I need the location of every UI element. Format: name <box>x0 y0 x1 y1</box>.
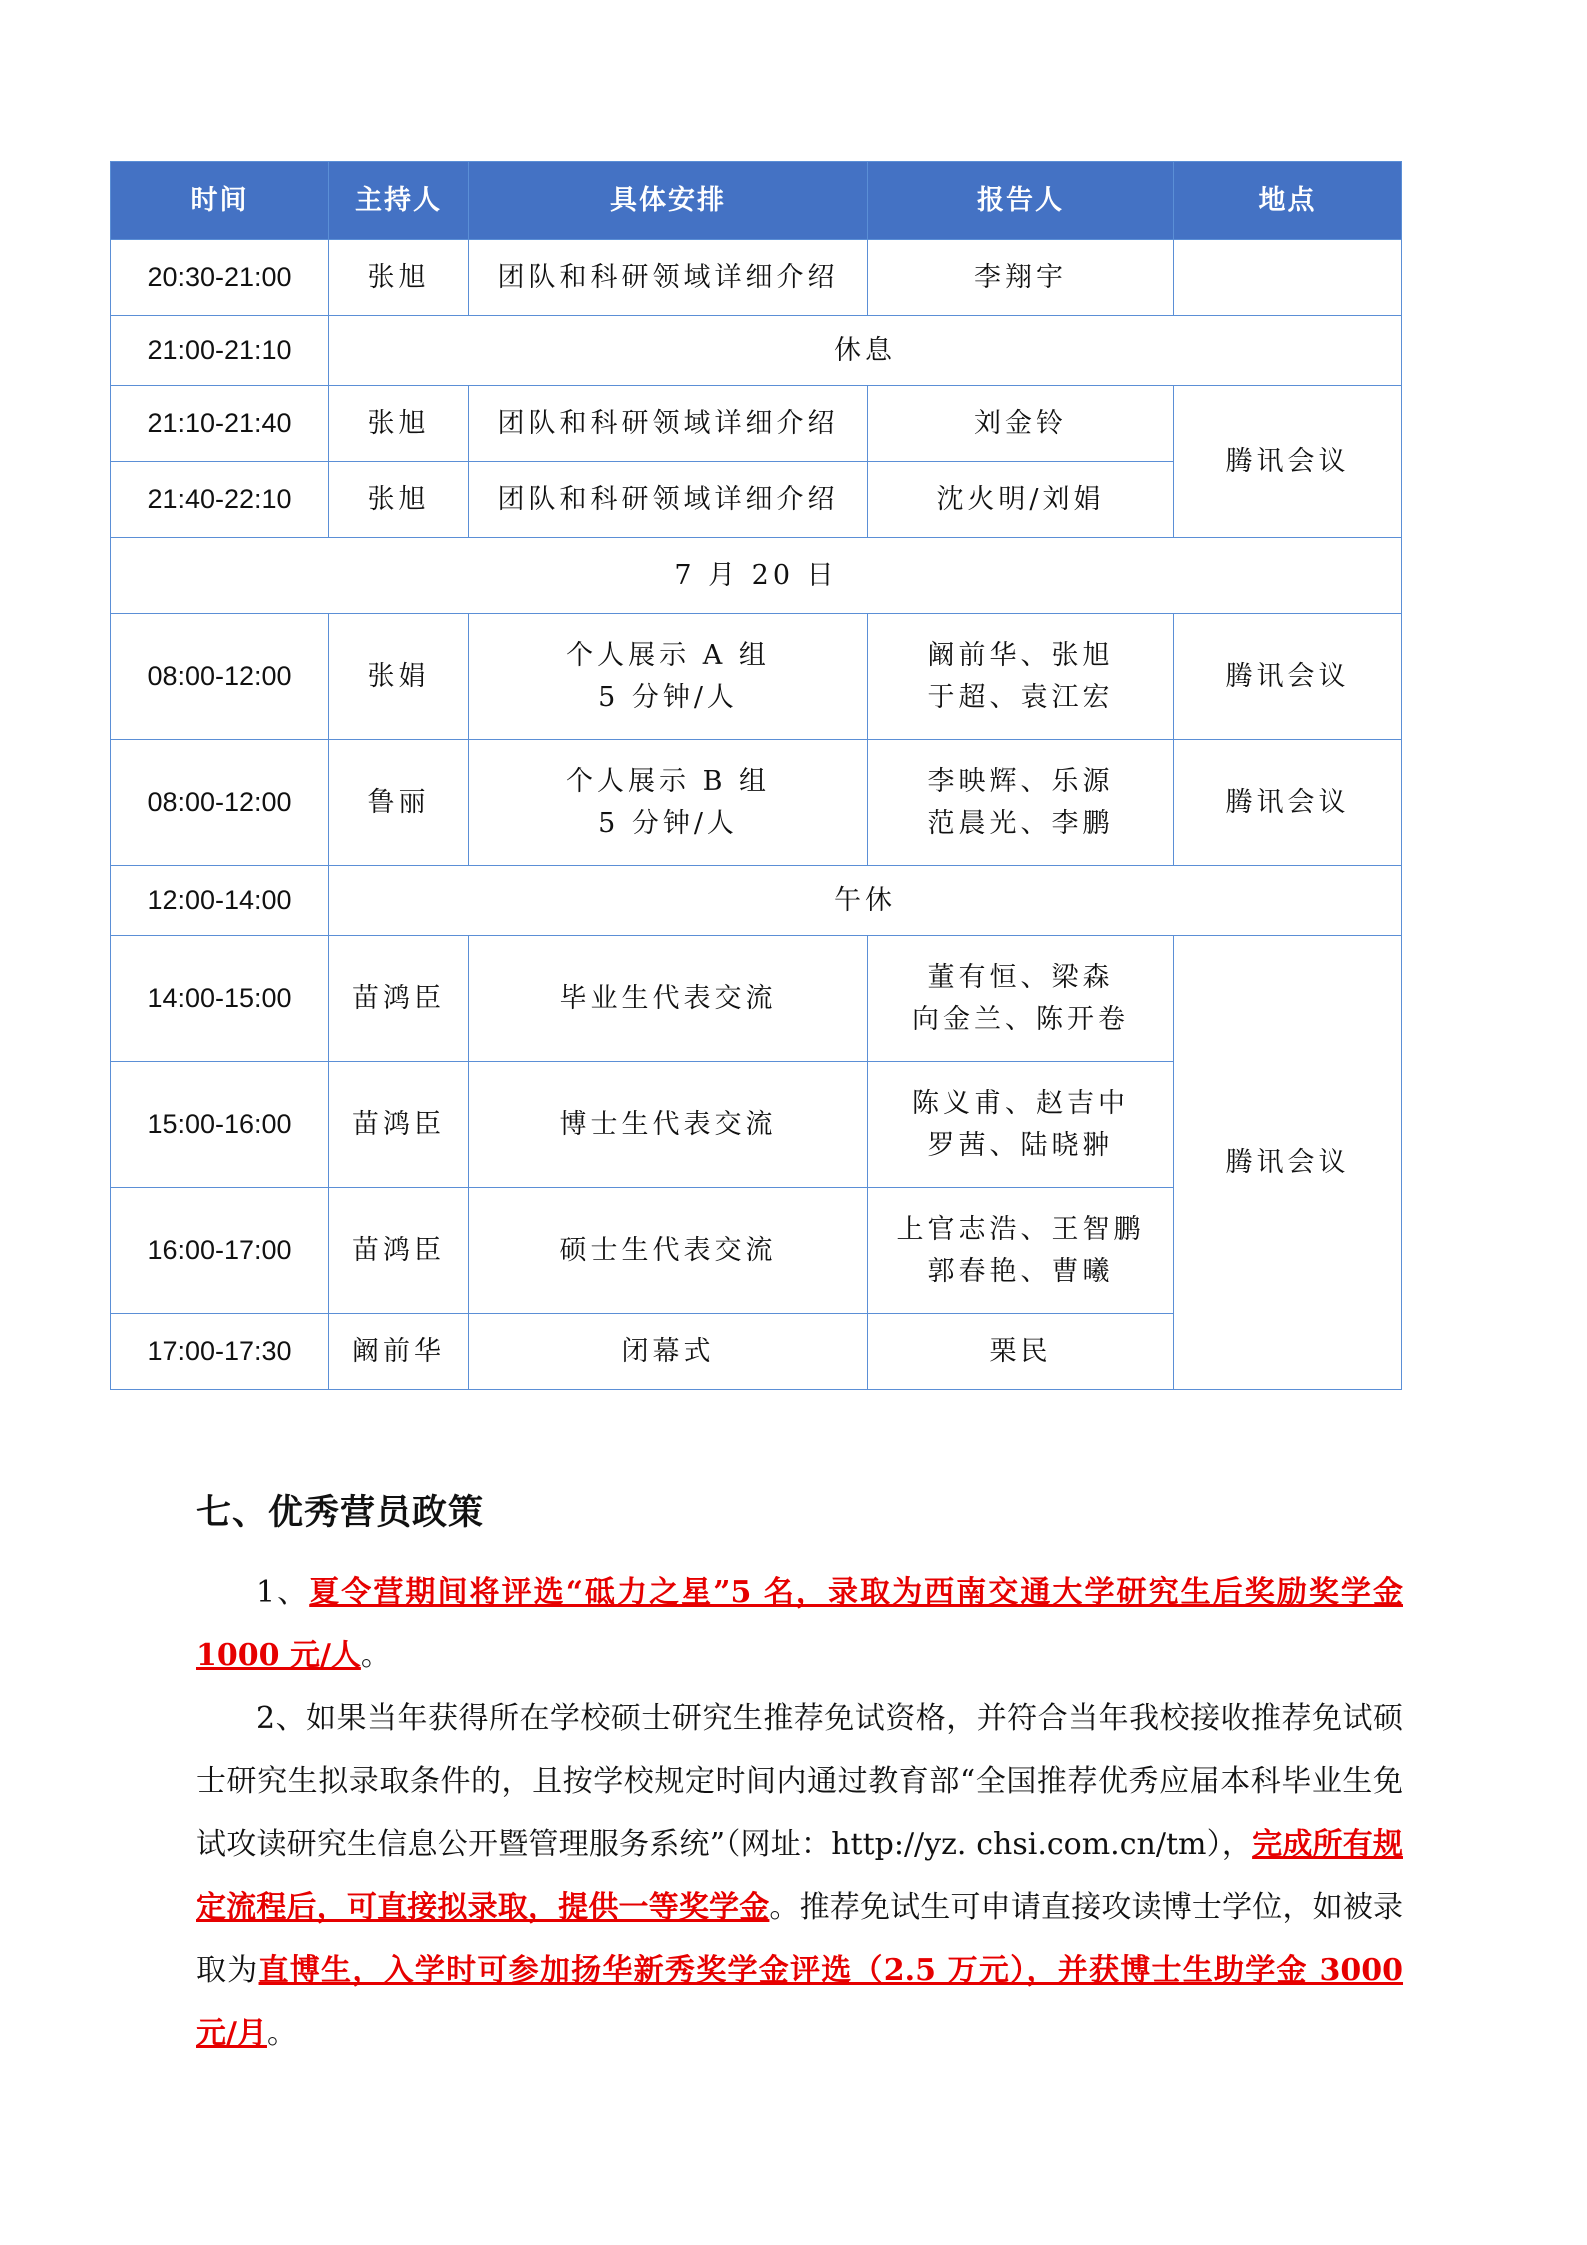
speaker-cell: 栗民 <box>868 1314 1174 1390</box>
plan-line: 个人展示 B 组 <box>565 765 770 797</box>
table-row <box>111 240 1402 316</box>
speaker-line: 上官志浩、王智鹏 <box>896 1213 1145 1245</box>
plan-cell <box>469 740 868 866</box>
table-row <box>111 866 1402 936</box>
plan-cell <box>469 614 868 740</box>
time-cell: 15:00-16:00 <box>111 1062 329 1188</box>
schedule-table <box>110 161 1402 1390</box>
time-cell: 16:00-17:00 <box>111 1188 329 1314</box>
speaker-line: 于超、袁江宏 <box>927 681 1114 713</box>
host-cell: 苗鸿臣 <box>329 1062 469 1188</box>
host-cell: 苗鸿臣 <box>329 936 469 1062</box>
speaker-line: 董有恒、梁森 <box>927 961 1114 993</box>
place-cell: 腾讯会议 <box>1174 740 1402 866</box>
host-cell: 阚前华 <box>329 1314 469 1390</box>
plan-line: 5 分钟/人 <box>598 807 738 839</box>
host-cell: 张旭 <box>329 462 469 538</box>
table-row <box>111 614 1402 740</box>
policy-paragraph-2 <box>196 1687 1403 2065</box>
plan-cell: 硕士生代表交流 <box>469 1188 868 1314</box>
place-cell: 腾讯会议 <box>1174 614 1402 740</box>
break-cell: 午休 <box>329 866 1402 936</box>
speaker-cell <box>868 936 1174 1062</box>
speaker-cell: 李翔宇 <box>868 240 1174 316</box>
speaker-line: 阚前华、张旭 <box>927 639 1114 671</box>
paragraph-suffix: 。 <box>360 1638 391 1673</box>
table-row <box>111 316 1402 386</box>
speaker-cell: 刘金铃 <box>868 386 1174 462</box>
plan-cell: 团队和科研领域详细介绍 <box>469 240 868 316</box>
table-row <box>111 740 1402 866</box>
break-cell: 休息 <box>329 316 1402 386</box>
paragraph-text: 。推荐免试生可申请直接攻读博士学位，如被录取为 <box>196 1890 1404 1988</box>
date-cell: 7 月 20 日 <box>111 538 1402 614</box>
plan-cell: 博士生代表交流 <box>469 1062 868 1188</box>
highlight-text: 完成所有规定流程后，可直接拟录取，提供一等奖学金 <box>196 1827 1403 1925</box>
section-title: 七、优秀营员政策 <box>196 1493 485 1533</box>
header-speaker: 报告人 <box>868 162 1174 240</box>
plan-cell: 闭幕式 <box>469 1314 868 1390</box>
header-plan: 具体安排 <box>469 162 868 240</box>
highlight-text: 夏令营期间将评选“砥力之星”5 名，录取为西南交通大学研究生后奖励奖学金 1000 元/人 <box>196 1575 1403 1673</box>
date-row <box>111 538 1402 614</box>
time-cell: 08:00-12:00 <box>111 614 329 740</box>
time-cell: 12:00-14:00 <box>111 866 329 936</box>
time-cell: 14:00-15:00 <box>111 936 329 1062</box>
speaker-line: 郭春艳、曹曦 <box>927 1255 1114 1287</box>
speaker-cell <box>868 1062 1174 1188</box>
host-cell: 张娟 <box>329 614 469 740</box>
table-row <box>111 936 1402 1062</box>
table-row <box>111 386 1402 462</box>
place-cell: 腾讯会议 <box>1174 936 1402 1390</box>
plan-line: 5 分钟/人 <box>598 681 738 713</box>
host-cell: 鲁丽 <box>329 740 469 866</box>
host-cell: 苗鸿臣 <box>329 1188 469 1314</box>
speaker-line: 范晨光、李鹏 <box>927 807 1114 839</box>
header-place: 地点 <box>1174 162 1402 240</box>
paragraph-prefix: 1、 <box>256 1575 310 1610</box>
speaker-line: 陈义甫、赵吉中 <box>912 1087 1129 1119</box>
header-time: 时间 <box>111 162 329 240</box>
plan-cell: 毕业生代表交流 <box>469 936 868 1062</box>
plan-line: 个人展示 A 组 <box>566 639 770 671</box>
speaker-cell: 沈火明/刘娟 <box>868 462 1174 538</box>
speaker-line: 罗茜、陆晓翀 <box>927 1129 1114 1161</box>
speaker-line: 李映辉、乐源 <box>927 765 1114 797</box>
policy-paragraph-1 <box>196 1561 1403 1687</box>
time-cell: 21:00-21:10 <box>111 316 329 386</box>
time-cell: 21:40-22:10 <box>111 462 329 538</box>
paragraph-text: 2、如果当年获得所在学校硕士研究生推荐免试资格，并符合当年我校接收推荐免试硕士研究生拟录取条件的，且按学校规定时间内通过教育部“全国推荐优秀应届本科毕业生免试攻读研究生信息公开暨管理服务系统”（网址：http://yz. chsi.com.cn/tm）， <box>196 1701 1403 1862</box>
place-cell <box>1174 240 1402 316</box>
time-cell: 20:30-21:00 <box>111 240 329 316</box>
table-header-row <box>111 162 1402 240</box>
speaker-cell <box>868 614 1174 740</box>
plan-cell: 团队和科研领域详细介绍 <box>469 386 868 462</box>
paragraph-text: 。 <box>266 2016 297 2051</box>
place-cell: 腾讯会议 <box>1174 386 1402 538</box>
highlight-text: 直博生，入学时可参加扬华新秀奖学金评选（2.5 万元），并获博士生助学金 3000 元/月 <box>196 1953 1404 2051</box>
header-host: 主持人 <box>329 162 469 240</box>
time-cell: 08:00-12:00 <box>111 740 329 866</box>
host-cell: 张旭 <box>329 386 469 462</box>
host-cell: 张旭 <box>329 240 469 316</box>
time-cell: 21:10-21:40 <box>111 386 329 462</box>
plan-cell: 团队和科研领域详细介绍 <box>469 462 868 538</box>
speaker-line: 向金兰、陈开卷 <box>912 1003 1129 1035</box>
time-cell: 17:00-17:30 <box>111 1314 329 1390</box>
speaker-cell <box>868 1188 1174 1314</box>
speaker-cell <box>868 740 1174 866</box>
